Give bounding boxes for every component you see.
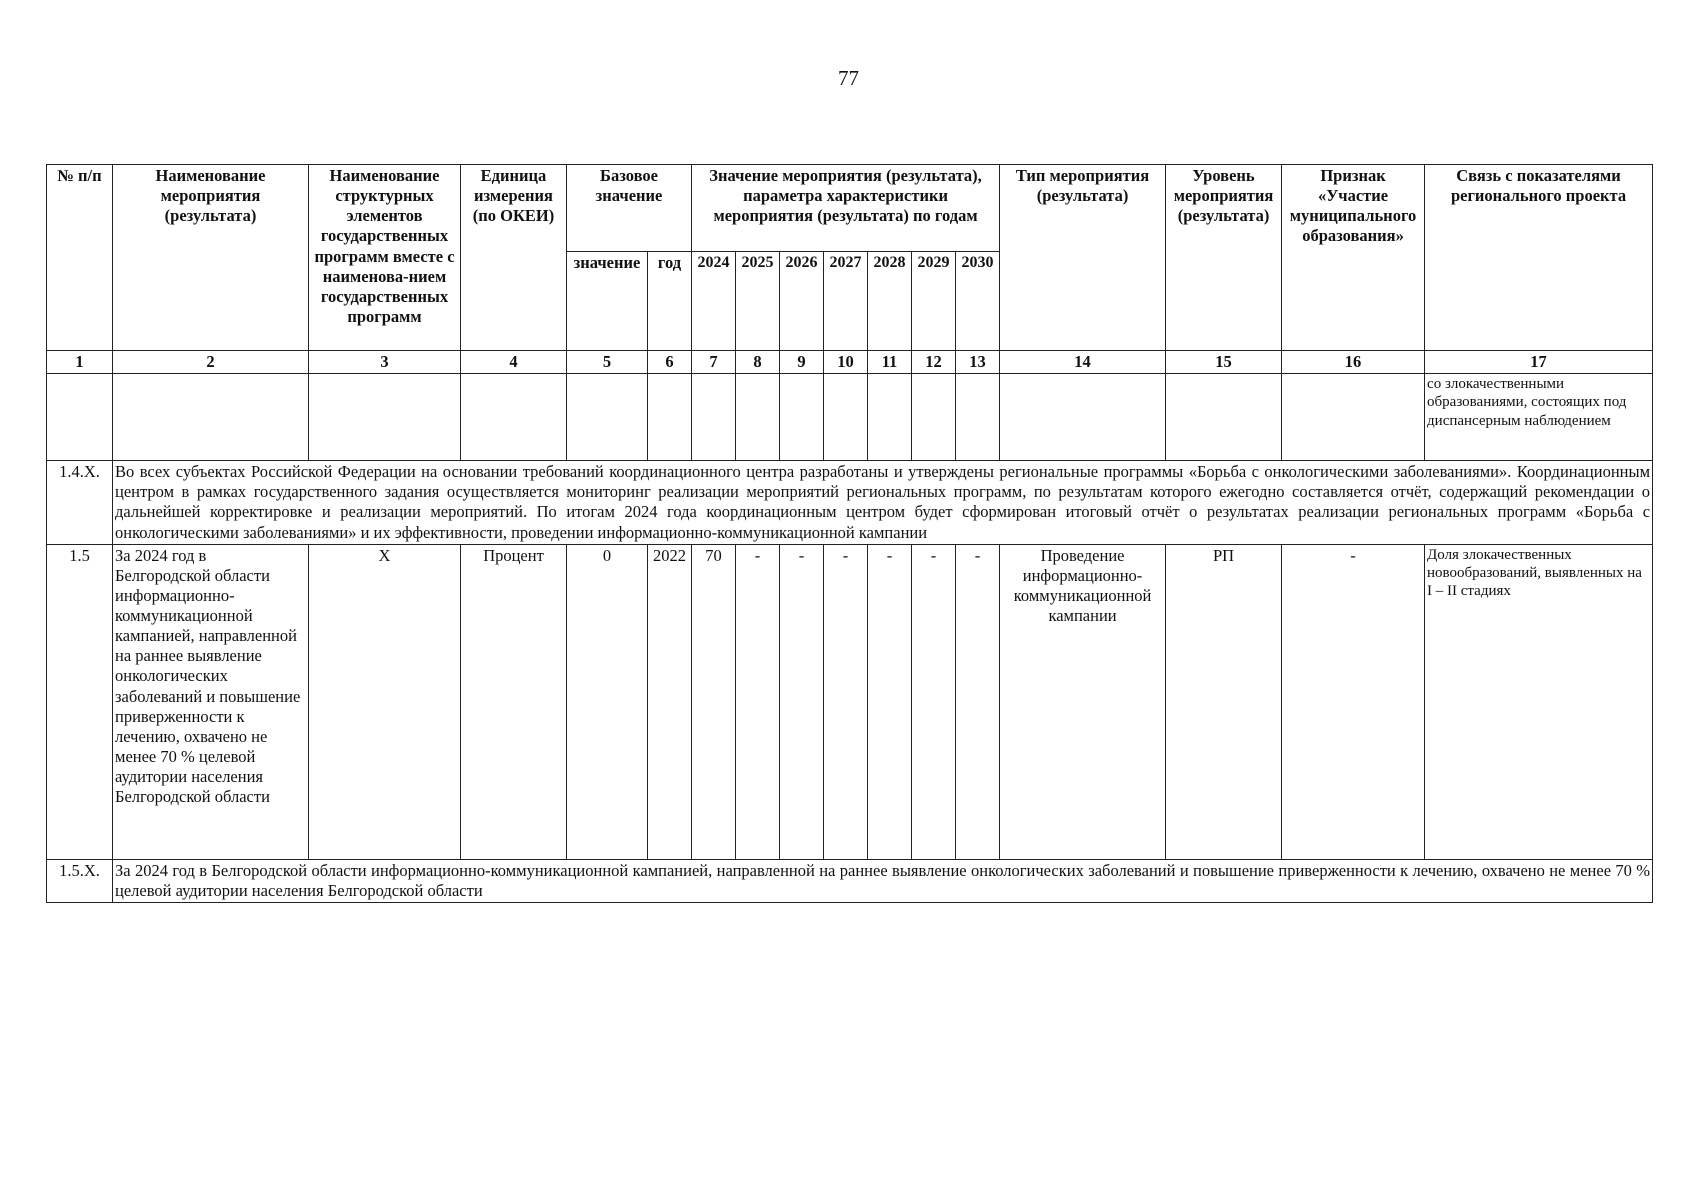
column-number: 14: [1000, 351, 1166, 374]
column-number: 15: [1166, 351, 1282, 374]
page-number: 77: [838, 66, 859, 90]
header-activity-type: Тип мероприятия (результата): [1000, 165, 1166, 351]
column-number: 5: [567, 351, 648, 374]
unit: Процент: [461, 544, 567, 859]
header-base-value-value: значение: [567, 252, 648, 351]
column-number: 10: [824, 351, 868, 374]
table-cell: [780, 374, 824, 461]
value-2027: -: [824, 544, 868, 859]
table-cell: [309, 374, 461, 461]
row-1-5-x: [47, 859, 1653, 902]
row-number: 1.5: [47, 544, 113, 859]
column-number: 3: [309, 351, 461, 374]
municipal-participation: -: [1282, 544, 1425, 859]
column-number: 4: [461, 351, 567, 374]
header-year: 2025: [736, 252, 780, 351]
table-cell: [824, 374, 868, 461]
header-year: 2028: [868, 252, 912, 351]
row-number: 1.5.Х.: [47, 859, 113, 902]
table-cell: [692, 374, 736, 461]
column-number: 6: [648, 351, 692, 374]
value-2026: -: [780, 544, 824, 859]
header-base-value-year: год: [648, 252, 692, 351]
value-2025: -: [736, 544, 780, 859]
activity-name: За 2024 год в Белгородской области информационно-коммуникационной кампанией, направленной на раннее выявление онкологических заболеваний и повышение приверженности к лечению, охвачено не менее 70 % целевой аудитории населения Белгородской области: [113, 544, 309, 859]
activity-type: Проведение информационно-коммуникационной кампании: [1000, 544, 1166, 859]
header-municipal-participation: Признак «Участие муниципального образования»: [1282, 165, 1425, 351]
row-1-4-x-text: Во всех субъектах Российской Федерации на основании требований координационного центра разработаны и утверждены региональные программы «Борьба с онкологическими заболеваниями». Координационным центром в рамках государственного задания осуществляется мониторинг реализации мероприятий региональных программ, по результатам которого ежегодно составляется отчёт, содержащий рекомендации о дальнейшей корректировке и реализации мероприятий. По итогам 2024 года координационным центром будет сформирован итоговый отчёт о результатах реализации региональных программ «Борьба с онкологическими заболеваниями» и их эффективности, проведении информационно-коммуникационной кампании: [113, 461, 1653, 545]
column-number: 1: [47, 351, 113, 374]
table-cell: [736, 374, 780, 461]
base-value: 0: [567, 544, 648, 859]
base-year: 2022: [648, 544, 692, 859]
column-number: 8: [736, 351, 780, 374]
header-activity-name: Наименование мероприятия (результата): [113, 165, 309, 351]
indicator-link: Доля злокачественных новообразований, выявленных на I – II стадиях: [1425, 544, 1653, 859]
table-cell: [1166, 374, 1282, 461]
header-base-value: Базовое значение: [567, 165, 692, 252]
header-link-to-indicators: Связь с показателями регионального проекта: [1425, 165, 1653, 351]
row-1-5-x-text: За 2024 год в Белгородской области информационно-коммуникационной кампанией, направленной на раннее выявление онкологических заболеваний и повышение приверженности к лечению, охвачено не менее 70 % целевой аудитории населения Белгородской области: [113, 859, 1653, 902]
header-unit: Единица измерения (по ОКЕИ): [461, 165, 567, 351]
header-year: 2030: [956, 252, 1000, 351]
row-1-5: [47, 544, 1653, 859]
row-number: 1.4.X.: [47, 461, 113, 545]
value-2024: 70: [692, 544, 736, 859]
column-number: 16: [1282, 351, 1425, 374]
header-values-by-year: Значение мероприятия (результата), параметра характеристики мероприятия (результата) по годам: [692, 165, 1000, 252]
table-cell: [567, 374, 648, 461]
header-activity-level: Уровень мероприятия (результата): [1166, 165, 1282, 351]
structural-element: Х: [309, 544, 461, 859]
value-2029: -: [912, 544, 956, 859]
activity-level: РП: [1166, 544, 1282, 859]
column-number: 2: [113, 351, 309, 374]
table-cell: [956, 374, 1000, 461]
table-cell: [648, 374, 692, 461]
continued-indicator-link: со злокачественными образованиями, состоящих под диспансерным наблюдением: [1425, 374, 1653, 461]
value-2028: -: [868, 544, 912, 859]
table-cell: [1282, 374, 1425, 461]
table-cell: [868, 374, 912, 461]
header-structural-elements: Наименование структурных элементов государственных программ вместе с наименова-нием государственных программ: [309, 165, 461, 351]
header-row-1: [47, 165, 1653, 252]
table-cell: [1000, 374, 1166, 461]
table-cell: [912, 374, 956, 461]
column-number: 11: [868, 351, 912, 374]
header-year: 2029: [912, 252, 956, 351]
header-year: 2027: [824, 252, 868, 351]
value-2030: -: [956, 544, 1000, 859]
column-number: 17: [1425, 351, 1653, 374]
table-cell: [461, 374, 567, 461]
column-number: 13: [956, 351, 1000, 374]
row-1-4-x: [47, 461, 1653, 545]
activities-table: [46, 164, 1653, 903]
column-number: 7: [692, 351, 736, 374]
column-number: 9: [780, 351, 824, 374]
table-cell: [47, 374, 113, 461]
header-number: № п/п: [47, 165, 113, 351]
column-numbers-row: [47, 351, 1653, 374]
table-cell: [113, 374, 309, 461]
header-year: 2024: [692, 252, 736, 351]
column-number: 12: [912, 351, 956, 374]
header-year: 2026: [780, 252, 824, 351]
continued-row: [47, 374, 1653, 461]
